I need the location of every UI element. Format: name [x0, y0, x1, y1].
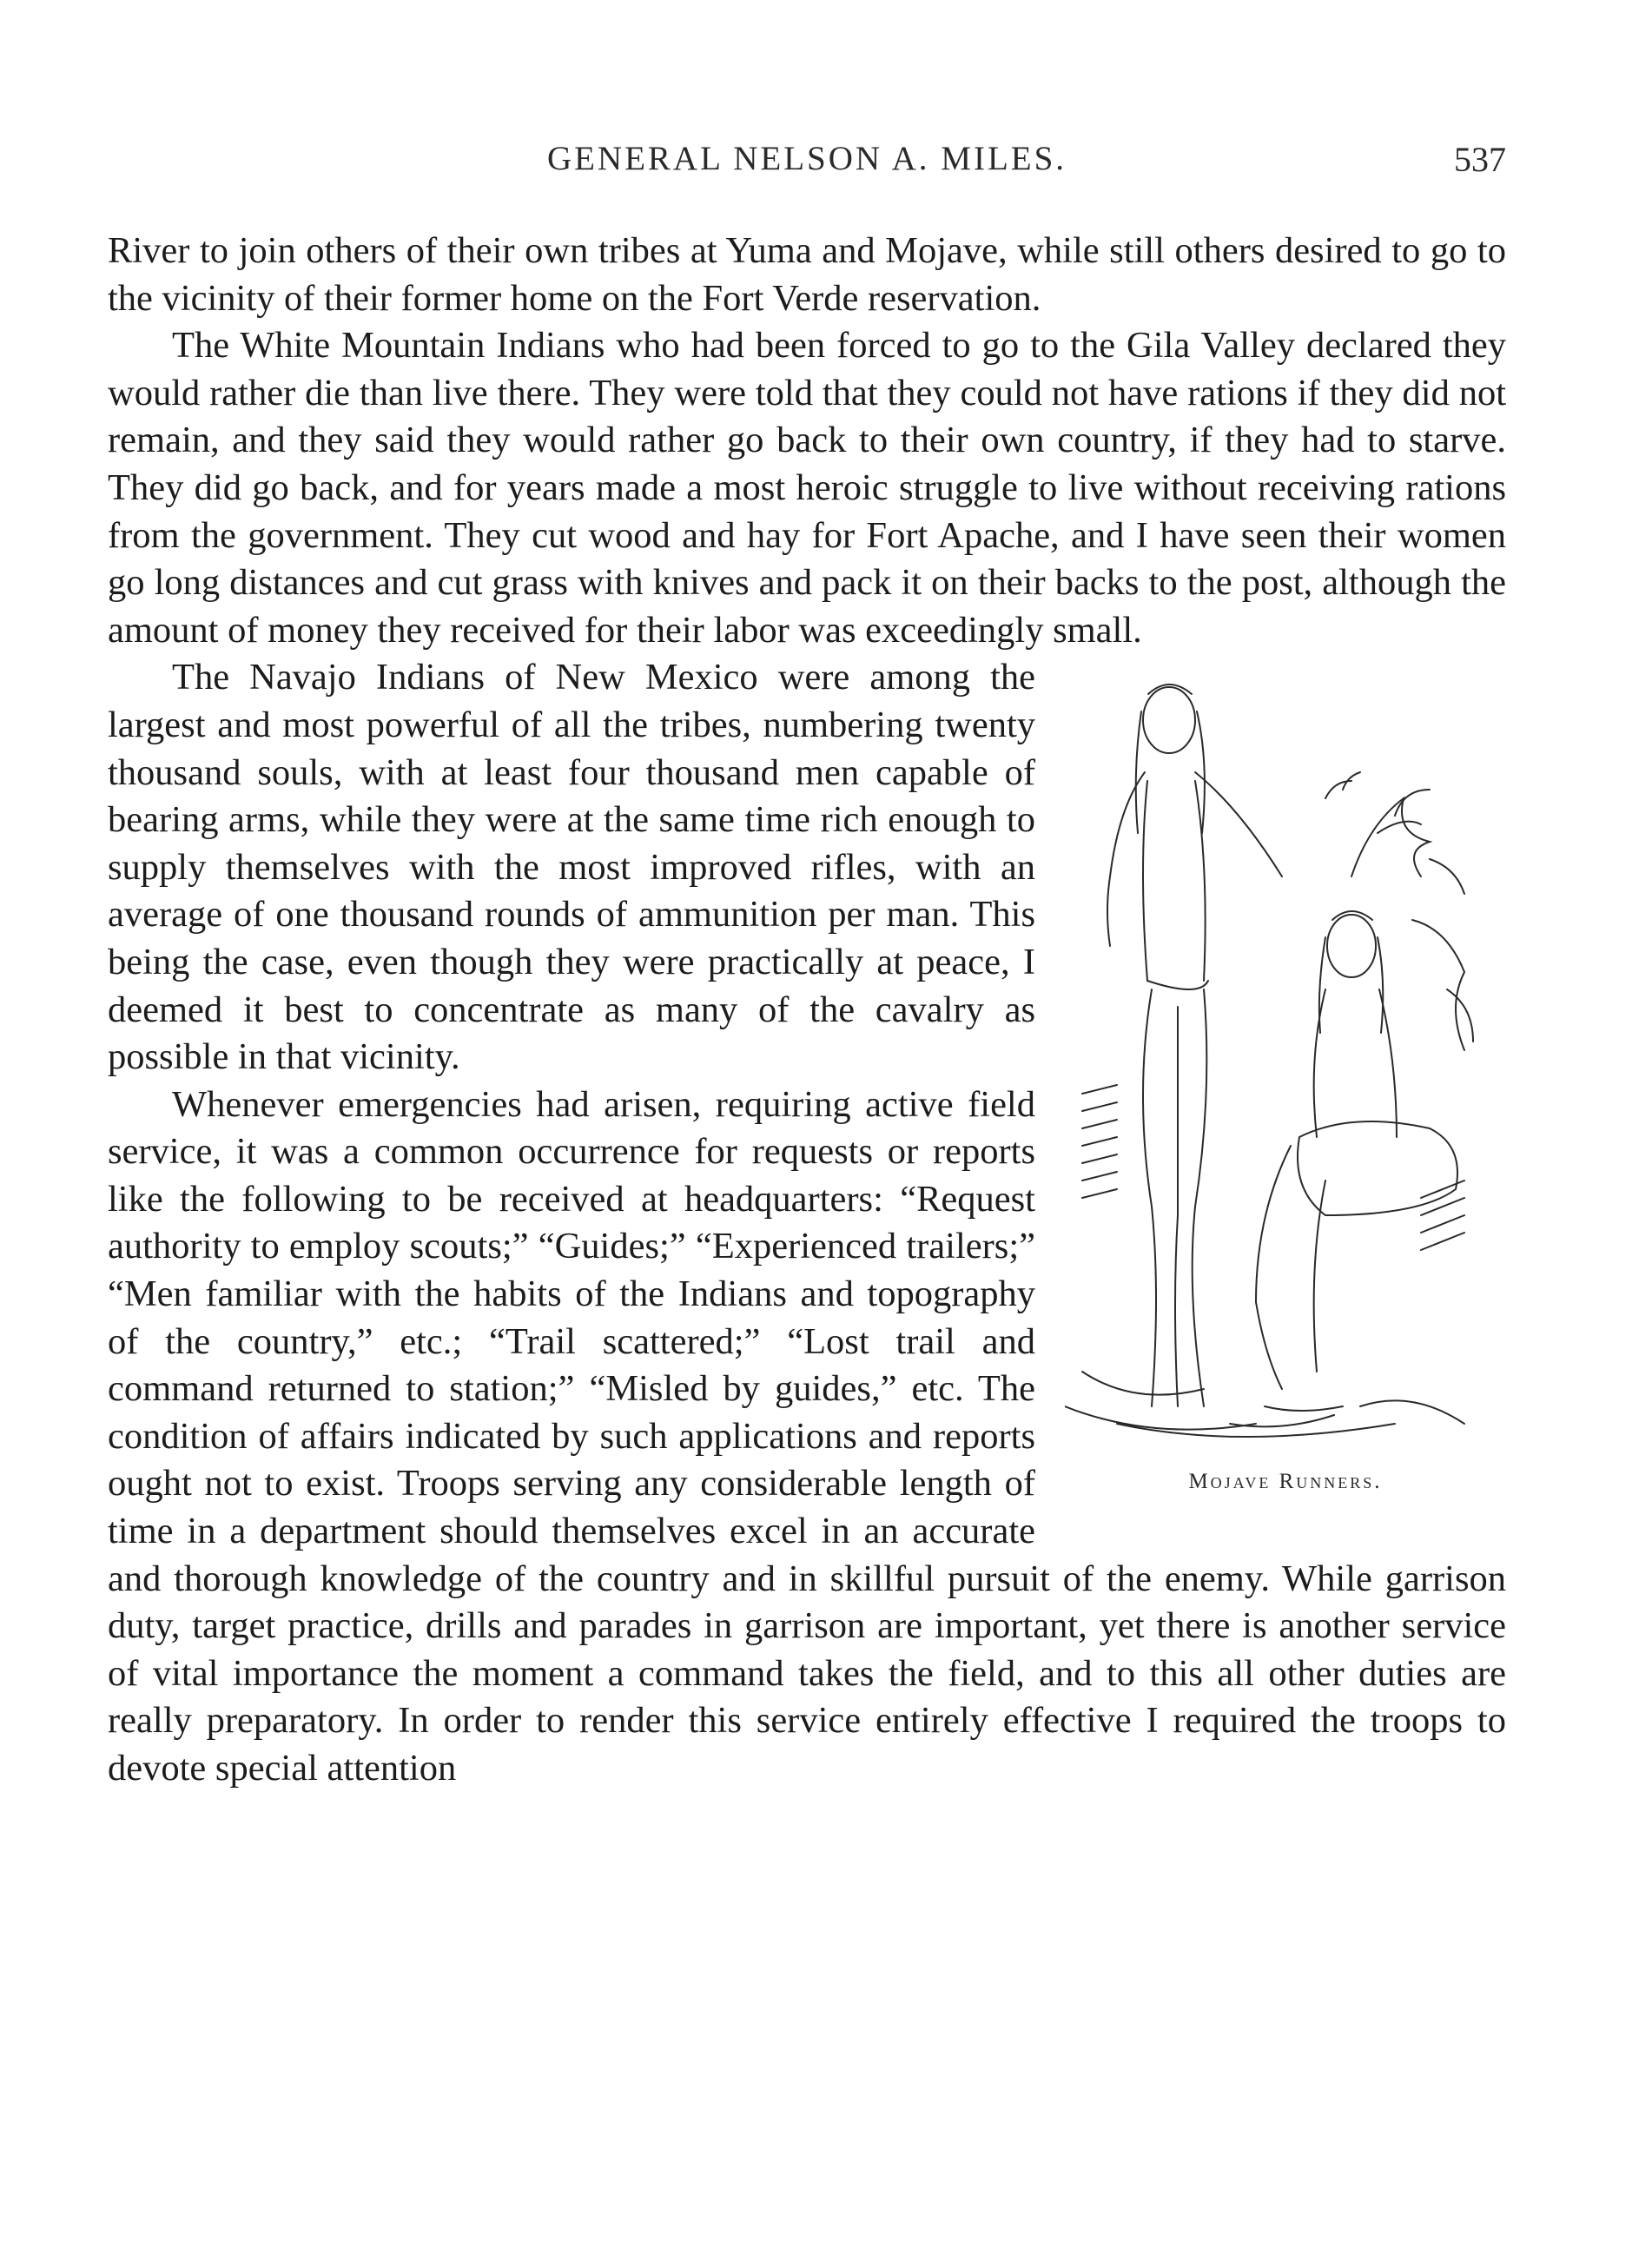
running-head: [108, 139, 1506, 191]
paragraph-2: [108, 322, 1506, 654]
paragraph-2-text: The White Mountain Indians who had been forced to go to the Gila Valley declared they would rather die than live there. They were told that they could not have rations if they did not remain, and they said they would rather go back to their own country, if they had to starve. They did go back, and for years made a most heroic struggle to live without receiving rations from the government. They cut wood and hay for Fort Apache, and I have seen their women go long distances and cut grass with knives and pack it on their backs to the post, although the amount of money they received for their labor was exceedingly small.: [108, 325, 1506, 651]
mojave-runners-illustration: [1065, 659, 1506, 1441]
paragraph-4: Whenever emergencies had arisen, requiring active field service, it was a common occurrence for requests or reports like the following to be received at headquarters: “Request authority to employ scouts;” “Guides;” “Experienced trailers;” “Men familiar with the habits of the Indians and topography of the country,” etc.; “Trail scattered;” “Lost trail and command returned to station;” “Misled by guides,” etc. The condition of affairs indicated by such applications and reports ought not to exist. Troops serving any considerable length of time in a department should themselves excel in an accurate and thorough knowledge of the country and in skillful pursuit of the enemy. While garrison duty, target practice, drills and parades in garrison are important, yet there is another service of vital importance the moment a command takes the field, and to this all other duties are really preparatory. In order to render this service entirely effective I required the troops to devote special attention: [108, 1083, 1506, 1789]
illustration-figure: [1065, 659, 1506, 1515]
figure-caption: Mojave Runners.: [1188, 1470, 1383, 1494]
paragraph-1: River to join others of their own tribes at Yuma and Mojave, while still others desired to go to the vicinity of their former home on the Fort Verde reservation.: [108, 230, 1506, 319]
paragraph-3: The Navajo Indians of New Mexico were among the largest and most powerful of all the tribes, numbering twenty thousand souls, with at least four thousand men capable of bearing arms, while they were at the same time rich enough to supply themselves with the most improved rifles, with an average of one thousand rounds of ammunition per man. This being the case, even though they were practically at peace, I deemed it best to concentrate as many of the cavalry as possible in that vicinity.: [108, 657, 1035, 1078]
running-title: GENERAL NELSON A. MILES.: [546, 140, 1067, 177]
body-text: [108, 228, 1506, 1793]
page-number: 537: [1454, 140, 1506, 179]
